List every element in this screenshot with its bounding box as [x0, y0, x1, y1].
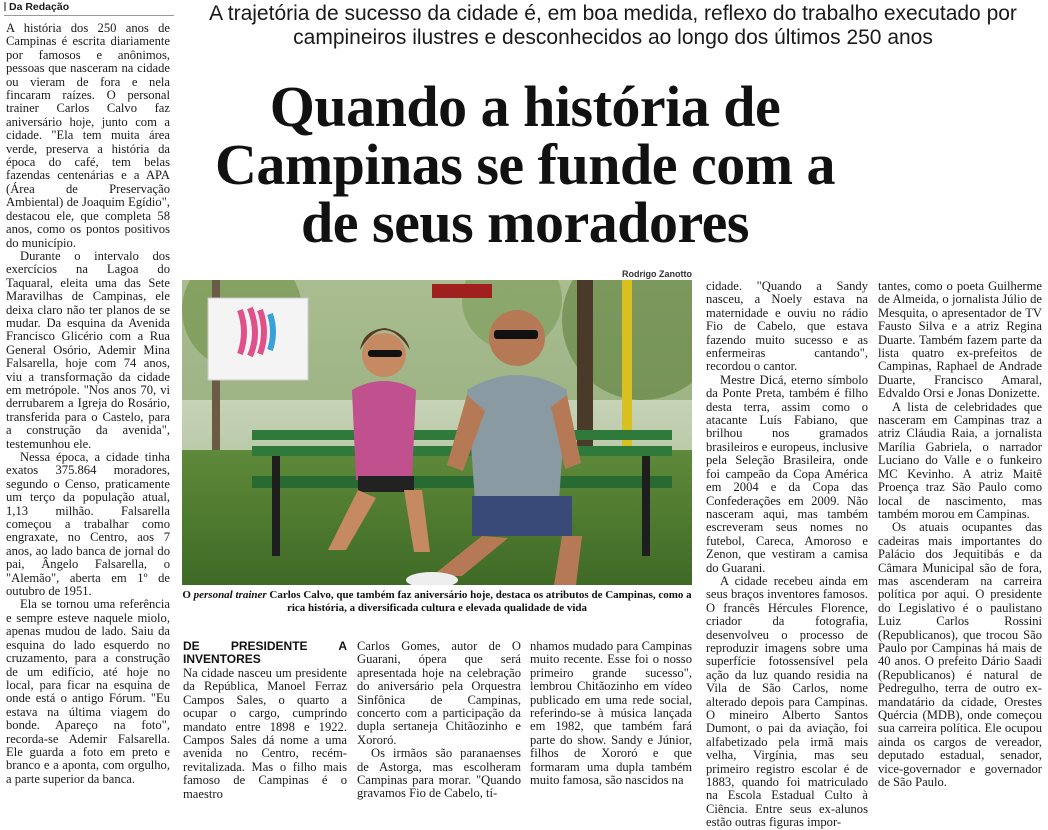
section-label: Da Redação — [9, 1, 70, 13]
paragraph: cidade. "Quando a Sandy nasceu, a Noely estava na maternidade e ouviu no rádio Fio de Cabelo, que estava fazendo muito sucesso e as enfermeiras cantando", recordou o cantor. — [706, 279, 868, 374]
photo-caption — [182, 589, 692, 615]
article-column-2 — [183, 640, 347, 801]
kicker: A trajetória de sucesso da cidade é, em boa medida, reflexo do trabalho executado por campineiros ilustres e desconhecidos ao longo dos últimos 250 anos — [209, 2, 1017, 49]
paragraph: nhamos mudado para Campinas muito recente. Esse foi o nosso primeiro grande sucesso", lembrou Chitãozinho em vídeo publicado em uma rede social, referindo-se à música lançada em 1982, que também fará parte do show. Sandy e Júnior, filhos de Xororó e que formaram uma dupla também muito famosa, são nascidos na — [530, 639, 692, 788]
article-column-3 — [357, 640, 521, 801]
caption-text: Carlos Calvo, que também faz aniversário hoje, destaca os atributos de Campinas, como a rica história, a diversificada cultura e elevada qualidade de vida — [266, 589, 692, 614]
article-column-6 — [878, 280, 1042, 789]
paragraph: Durante o intervalo dos exercícios na Lagoa do Taquaral, eleita uma das Sete Maravilhas de Campinas, ele deixa claro não ter planos de se mudar. Da esquina da Avenida Francisco Glicério com a Rua General Osório, Ademir Mina Falsarella, hoje com 74 anos, viu a transformação da cidade em metrópole. "Nos anos 70, vi derrubarem a Igreja do Rosário, transferida para o Castelo, para a construção da avenida", testemunhou ele. — [6, 248, 170, 451]
section-tag — [4, 1, 69, 13]
article-column-5 — [706, 280, 868, 830]
subheading: DE PRESIDENTE A INVENTORES — [183, 639, 347, 666]
paragraph: A lista de celebridades que nasceram em Campinas traz a atriz Cláudia Raia, a jornalista Marília Gabriela, o narrador Luciano do Valle e o funkeiro MC Kevinho. A atriz Maitê Proença traz São Paulo como local de nascimento, mas também morou em Campinas. — [878, 399, 1042, 521]
paragraph: Mestre Dicá, eterno símbolo da Ponte Preta, também é filho desta terra, assim como o atacante Luís Fabiano, que brilhou nos gramados brasileiros e europeus, inclusive pela Seleção Brasileira, onde foi campeão da Copa América em 2004 e da Copa das Confederações em 2009. Não nasceram aqui, mas também escreveram seus nomes no futebol, Careca, Amoroso e Zenon, que vestiram a camisa do Guarani. — [706, 372, 868, 575]
headline-line-2: Campinas se funde com a — [214, 132, 836, 197]
section-bar — [4, 2, 6, 11]
paragraph: Carlos Gomes, autor de O Guarani, ópera que será apresentada hoje na celebração do aniversário pela Orquestra Sinfônica de Campinas, concerto com a participação da dupla sertaneja Chitãozinho e Xororó. — [357, 639, 521, 747]
headline-line-3: de seus moradores — [301, 190, 749, 255]
paragraph: Na cidade nasceu um presidente da República, Manoel Ferraz Campos Sales, o quarto a ocupar o cargo, cumprindo mandato entre 1898 e 1922. Campos Sales dá nome a uma avenida no Centro, recém-revitalizada. Mas o filho mais famoso de Campinas é o maestro — [183, 666, 347, 801]
caption-italic: personal trainer — [193, 589, 267, 601]
headline-line-1: Quando a história de — [269, 74, 781, 139]
article-photo — [182, 280, 692, 585]
caption-prefix: O — [182, 589, 194, 601]
paragraph: Os irmãos são paranaenses de Astorga, mas escolheram Campinas para morar. "Quando gravamos Fio de Cabelo, tí- — [357, 746, 521, 801]
paragraph: A história dos 250 anos de Campinas é escrita diariamente por famosos e anônimos, pessoas que nasceram na cidade ou vieram de fora e nela fincaram raízes. O personal trainer Carlos Calvo faz aniversário hoje, junto com a cidade. "Ela tem muita área verde, preserva a história da época do café, tem belas fazendas centenárias e a APA (Área de Preservação Ambiental) de Joaquim Egídio", destacou ele, que completa 58 anos, como os pontos positivos do município. — [6, 21, 170, 250]
paragraph: A cidade recebeu ainda em seus braços inventores famosos. O francês Hércules Florence, criador da fotografia, desenvolveu o processo de reproduzir imagens sobre uma superfície fotossensível pela ação da luz quando residia na Vila de São Carlos, nome alterado depois para Campinas. O mineiro Alberto Santos Dumont, o pai da aviação, foi alfabetizado pela irmã mais velha, Virgínia, mas seu primeiro registro escolar é de 1883, quando foi matriculado na Escola Estadual Culto à Ciência. Entre seus ex-alunos estão outras figuras impor- — [706, 573, 868, 830]
section-rule — [4, 15, 174, 16]
paragraph: tantes, como o poeta Guilherme de Almeida, o jornalista Júlio de Mesquita, o apresentador de TV Fausto Silva e a atriz Regina Duarte. Também fazem parte da lista quatro ex-prefeitos de Campinas, Raphael de Andrade Duarte, Francisco Amaral, Edvaldo Orsi e Jonas Donizette. — [878, 279, 1042, 401]
article-column-4 — [530, 640, 692, 787]
photo-illustration — [182, 280, 692, 585]
paragraph: Nessa época, a cidade tinha exatos 375.864 moradores, segundo o Censo, praticamente um terço da população atual, 1,13 milhão. Falsarella começou a trabalhar como engraxate, no Centro, aos 7 anos, ao lado banca de jornal do pai, Ângelo Falsarella, o "Alemão", aberta em 1º de outubro de 1951. — [6, 450, 170, 599]
paragraph: Ela se tornou uma referência e sempre esteve naquele miolo, apenas mudou de lado. Saiu da esquina do lado esquerdo no cruzamento, para a construção de um edifício, até hoje no local, para ficar na esquina de onde está o antigo Fórum. "Eu estava na última viagem do bonde. Apareço na foto", recorda-se Ademir Falsarella. Ele guarda a foto em preto e branco e a aponta, com orgulho, a parte superior da banca. — [6, 597, 170, 786]
article-column-1 — [6, 22, 170, 786]
paragraph: Os atuais ocupantes das cadeiras mais importantes do Palácio dos Jequitibás e da Câmara Municipal são de fora, mas ascenderam na carreira política por aqui. O presidente do Legislativo é o paulistano Luiz Carlos Rossini (Republicanos), que trocou São Paulo por Campinas há mais de 40 anos. O prefeito Dário Saadi (Republicanos) é natural de Pedregulho, terra de outro ex-mandatário da cidade, Orestes Quércia (MDB), onde começou sua carreira política. Ele ocupou ainda os cargos de vereador, deputado estadual, senador, vice-governador e governador de São Paulo. — [878, 520, 1042, 790]
headline — [180, 74, 870, 255]
photo-credit: Rodrigo Zanotto — [622, 269, 692, 279]
